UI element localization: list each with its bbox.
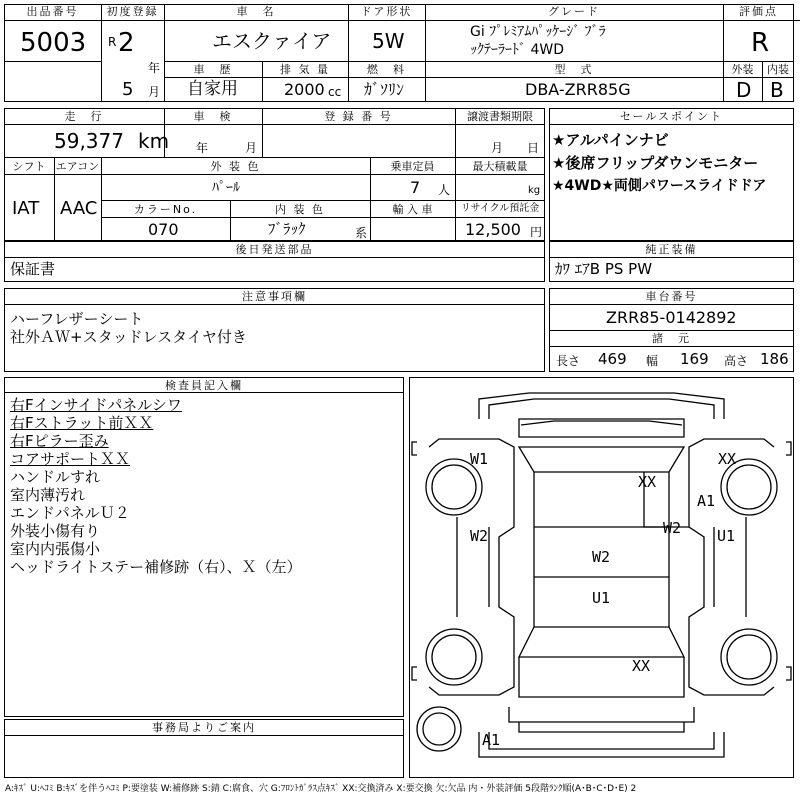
ext-color-label: 外 装 色 [210, 160, 261, 173]
mileage-value: 59,377 [54, 129, 124, 153]
interior-score: B [770, 78, 784, 102]
history-value: 自家用 [187, 79, 238, 99]
import-label: 輸 入 車 [392, 203, 433, 216]
max-load-unit: kg [528, 185, 541, 196]
height-value: 186 [760, 350, 789, 368]
capacity-value: 7 [410, 178, 421, 197]
damage-mark-u1-right: U1 [717, 527, 736, 545]
height-label: 高さ [724, 354, 749, 368]
equipment-value: ｶﾜ ｴｱB PS PW [555, 260, 653, 278]
inspection-year-unit: 年 [196, 141, 209, 155]
reg-month-unit: 月 [148, 85, 161, 99]
int-color-label: 内 装 色 [275, 203, 325, 216]
displacement-value: 2000 [284, 80, 325, 99]
grade-label: グレード [548, 5, 600, 18]
length-label: 長さ [556, 354, 581, 368]
displacement-unit: cc [328, 85, 342, 99]
history-label: 車 歴 [193, 63, 233, 76]
sales-point-2: ★後席フリップダウンモニター [552, 154, 759, 172]
car-name: エスクァイア [212, 29, 332, 53]
office-label: 事務局よりご案内 [152, 721, 256, 734]
grade-line-1: Gi ﾌﾟﾚﾐｱﾑﾊﾟｯｹｰｼﾞ ﾌﾞﾗ [470, 24, 606, 40]
note-line-1: ハーフレザーシート [10, 310, 144, 328]
fuel-value: ｶﾞｿﾘﾝ [364, 80, 405, 99]
door-label: ドア形状 [360, 5, 413, 18]
damage-mark-a1-right: A1 [697, 492, 716, 510]
model-label: 型 式 [554, 63, 594, 76]
reg-number-label: 登 録 番 号 [324, 110, 393, 123]
reg-year: 2 [118, 28, 135, 58]
recycle-value: 12,500 [465, 220, 521, 239]
mileage-unit: km [138, 129, 170, 153]
chassis-number: ZRR85-0142892 [606, 308, 737, 327]
name-label: 車 名 [236, 5, 276, 18]
length-value: 469 [598, 350, 627, 368]
recycle-label: リサイクル預託金 [460, 203, 540, 214]
width-label: 幅 [646, 354, 659, 368]
interior-label: 内装 [767, 63, 789, 76]
note-line-2: 社外ＡＷ+スタッドレスタイヤ付き [10, 328, 247, 346]
inspector-line: 右Fストラット前ＸＸ [10, 414, 154, 432]
inspector-line: コアサポートＸＸ [10, 450, 131, 468]
inspector-line: ヘッドライトステー補修跡（右）、Ｘ（左） [10, 558, 302, 576]
chassis-label: 車台番号 [645, 290, 698, 303]
inspector-label: 検査員記入欄 [165, 379, 243, 392]
damage-mark-xx-front: XX [718, 450, 737, 468]
notes-label: 注意事項欄 [242, 290, 307, 303]
car-diagram [409, 377, 794, 778]
inspector-line: 外装小傷有り [10, 522, 101, 540]
later-parts-label: 後日発送部品 [235, 243, 314, 256]
grade-line-2: ｯｸﾃｰﾗｰﾄﾞ 4WD [470, 42, 564, 58]
shift-value: IAT [12, 198, 40, 219]
recycle-unit: 円 [530, 225, 543, 239]
displacement-label: 排 気 量 [280, 63, 330, 76]
color-no-value: 070 [148, 220, 179, 239]
sales-point-1: ★アルパインナビ [552, 131, 669, 149]
damage-mark-xx-engine: XX [638, 473, 657, 491]
inspector-line: 右Fピラー歪み [10, 432, 109, 450]
damage-mark-w2-center: W2 [592, 548, 611, 566]
reg-year-unit: 年 [148, 61, 161, 75]
exterior-score: D [736, 78, 752, 102]
fuel-label: 燃 料 [367, 63, 406, 76]
width-value: 169 [680, 350, 709, 368]
era: R [108, 35, 117, 49]
transfer-label: 譲渡書類期限 [467, 110, 533, 123]
equipment-label: 純正装備 [645, 243, 698, 256]
inspection-month-unit: 月 [245, 141, 258, 155]
inspector-line: 右Fインサイドパネルシワ [10, 396, 182, 414]
inspector-line: エンドパネルＵ２ [10, 504, 130, 522]
lot-number: 5003 [20, 28, 87, 58]
legend-text: A:ｷｽﾞ U:ﾍｺﾐ B:ｷｽﾞを伴うﾍｺﾐ P:要塗装 W:補修跡 S:錆 C:腐食、穴 G:ﾌﾛﾝﾄｶﾞﾗｽ点ｷｽﾞ XX:交換済み X:要交換 欠:欠品 内・外装評価 5段階ﾗﾝｸ順(A･B･C･D･E) 2 [5, 784, 637, 794]
damage-mark-w2-left: W2 [470, 527, 489, 545]
inspector-line: 室内内張傷小 [10, 540, 101, 558]
ext-color-value: ﾊﾟｰﾙ [212, 180, 240, 196]
later-parts-value: 保証書 [10, 260, 56, 278]
ac-label: エアコン [55, 160, 100, 173]
damage-mark-u1-center: U1 [592, 589, 611, 607]
overall-score: R [751, 28, 770, 58]
inspector-line: 室内薄汚れ [10, 486, 86, 504]
sales-points-label: セールスポイント [619, 110, 723, 123]
inspector-line: ハンドルすれ [10, 468, 101, 486]
door-type: 5W [372, 29, 405, 53]
inspection-label: 車 検 [193, 110, 233, 123]
model-code: DBA-ZRR85G [525, 80, 631, 99]
transfer-day-unit: 日 [527, 141, 540, 155]
sales-point-3: ★4WD★両側パワースライドドア [552, 178, 767, 194]
ac-value: AAC [60, 198, 98, 219]
exterior-label: 外装 [731, 63, 754, 76]
color-no-label: カラーNo. [133, 203, 198, 216]
score-label: 評価点 [739, 5, 778, 18]
damage-mark-w1: W1 [470, 450, 489, 468]
damage-mark-w2-right: W2 [663, 519, 682, 537]
mileage-label: 走 行 [64, 110, 104, 123]
lot-label: 出品番号 [26, 5, 79, 18]
max-load-label: 最大積載量 [472, 160, 528, 173]
shift-label: シフト [12, 160, 46, 173]
damage-mark-xx-rear: XX [632, 657, 651, 675]
dimensions-label: 諸 元 [652, 332, 691, 345]
reg-month: 5 [122, 79, 134, 100]
capacity-label: 乗車定員 [390, 160, 435, 173]
capacity-unit: 人 [438, 183, 451, 197]
int-color-value: ﾌﾞﾗｯｸ [268, 220, 306, 238]
transfer-month-unit: 月 [491, 141, 504, 155]
int-color-unit: 系 [355, 226, 368, 240]
first-reg-label: 初度登録 [106, 5, 159, 18]
damage-mark-a1-rear: A1 [482, 731, 501, 749]
